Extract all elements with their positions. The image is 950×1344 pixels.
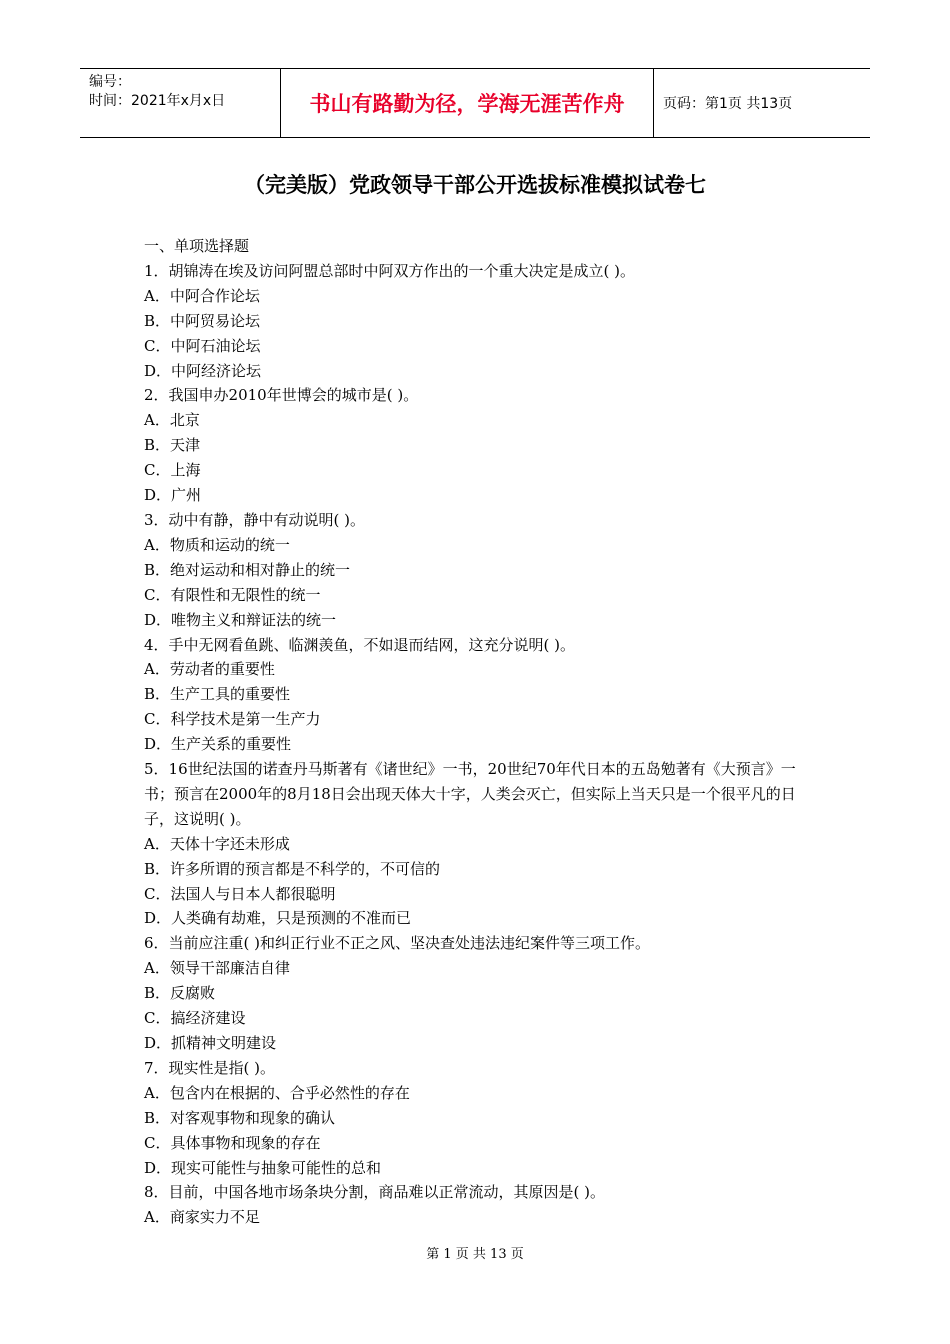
option-6c: C．搞经济建设 [144, 1009, 246, 1028]
option-8a: A．商家实力不足 [144, 1208, 260, 1227]
question-5: 5．16世纪法国的诺查丹马斯著有《诸世纪》一书，20世纪70年代日本的五岛勉著有《大预言》一书；预言在2000年的8月18日会出现天体大十字，人类会灭亡，但实际上当天只是一个很平凡的日子，这说明( )。 [144, 760, 796, 828]
motto-text: 书山有路勤为径，学海无涯苦作舟 [309, 92, 625, 116]
option-4a: A．劳动者的重要性 [144, 660, 275, 679]
number-label: 编号： [89, 74, 131, 90]
option-3d: D．唯物主义和辩证法的统一 [144, 610, 337, 629]
header-table [80, 68, 870, 138]
option-7a: A．包含内在根据的、合乎必然性的存在 [144, 1083, 410, 1102]
option-4d: D．生产关系的重要性 [144, 735, 292, 754]
option-3a: A．物质和运动的统一 [144, 535, 290, 554]
header-page-cell [654, 69, 870, 137]
page-info: 页码：第1页 共13页 [663, 96, 793, 112]
question-1: 1．胡锦涛在埃及访问阿盟总部时中阿双方作出的一个重大决定是成立( )。 [144, 261, 636, 280]
question-4: 4．手中无网看鱼跳、临渊羡鱼，不如退而结网，这充分说明( )。 [144, 635, 576, 654]
question-3: 3．动中有静，静中有动说明( )。 [144, 510, 366, 529]
option-2c: C．上海 [144, 461, 201, 480]
document-body [144, 234, 814, 1230]
option-5b: B．许多所谓的预言都是不科学的，不可信的 [144, 859, 441, 878]
option-1d: D．中阿经济论坛 [144, 361, 262, 380]
option-6b: B．反腐败 [144, 984, 216, 1003]
time-label: 时间：2021年x月x日 [89, 93, 226, 109]
option-1c: C．中阿石油论坛 [144, 336, 261, 355]
option-4b: B．生产工具的重要性 [144, 685, 291, 704]
question-7: 7．现实性是指( )。 [144, 1058, 276, 1077]
header-info-cell [80, 69, 281, 137]
option-2a: A．北京 [144, 411, 200, 430]
option-1b: B．中阿贸易论坛 [144, 311, 261, 330]
option-6d: D．抓精神文明建设 [144, 1034, 277, 1052]
option-7b: B．对客观事物和现象的确认 [144, 1108, 336, 1127]
question-8: 8．目前，中国各地市场条块分割，商品难以正常流动，其原因是( )。 [144, 1183, 606, 1202]
section-heading: 一、单项选择题 [144, 237, 250, 255]
option-5d: D．人类确有劫难，只是预测的不准而已 [144, 909, 412, 928]
option-3b: B．绝对运动和相对静止的统一 [144, 560, 351, 579]
option-7d: D．现实可能性与抽象可能性的总和 [144, 1158, 382, 1177]
option-2b: B．天津 [144, 436, 201, 455]
option-5a: A．天体十字还未形成 [144, 834, 290, 853]
option-2d: D．广州 [144, 486, 202, 505]
option-1a: A．中阿合作论坛 [144, 286, 260, 305]
option-4c: C．科学技术是第一生产力 [144, 710, 321, 729]
page-footer: 第 1 页 共 13 页 [426, 1247, 524, 1262]
option-3c: C．有限性和无限性的统一 [144, 585, 321, 604]
option-7c: C．具体事物和现象的存在 [144, 1133, 321, 1152]
question-6: 6．当前应注重( )和纠正行业不正之风、坚决查处违法违纪案件等三项工作。 [144, 934, 651, 953]
option-5c: C．法国人与日本人都很聪明 [144, 884, 336, 903]
question-2: 2．我国申办2010年世博会的城市是( )。 [144, 386, 419, 405]
document-title: （完美版）党政领导干部公开选拔标准模拟试卷七 [244, 173, 706, 197]
header-motto-cell [281, 69, 654, 137]
option-6a: A．领导干部廉洁自律 [144, 959, 290, 978]
